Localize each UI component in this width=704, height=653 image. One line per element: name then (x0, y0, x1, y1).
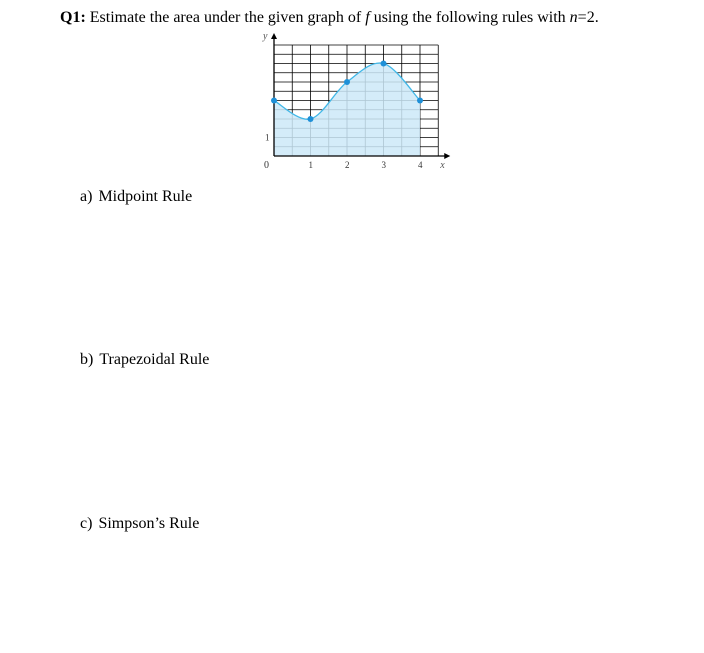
part-c-label: Simpson’s Rule (98, 515, 200, 532)
graph-svg (252, 31, 452, 182)
y-axis-arrow-icon (271, 33, 277, 39)
data-point (308, 116, 314, 122)
data-point (381, 61, 387, 67)
x-tick-label: 3 (381, 160, 386, 170)
x-axis-arrow-icon (444, 153, 450, 159)
part-b-letter: b) (80, 351, 94, 368)
data-point (271, 98, 277, 104)
part-b (80, 351, 209, 369)
question-text (60, 9, 599, 27)
origin-label: 0 (264, 160, 269, 171)
data-point (417, 98, 423, 104)
y-axis-label: y (263, 31, 268, 42)
question-text-before: Estimate the area under the given graph of (85, 9, 366, 26)
part-c-letter: c) (80, 515, 93, 532)
part-b-label: Trapezoidal Rule (99, 351, 210, 368)
part-c (80, 515, 199, 533)
function-name: f (365, 9, 370, 26)
question-number: Q1: (60, 9, 86, 26)
part-a-letter: a) (80, 188, 93, 205)
x-axis-label: x (440, 160, 445, 171)
part-a (80, 188, 192, 206)
n-value: =2. (577, 9, 599, 26)
data-point (344, 79, 350, 85)
x-tick-label: 4 (418, 160, 423, 170)
x-tick-labels (309, 160, 424, 170)
n-variable: n (569, 9, 578, 26)
part-a-label: Midpoint Rule (98, 188, 193, 205)
y-tick-label: 1 (265, 132, 270, 143)
x-tick-label: 2 (345, 160, 350, 170)
question-text-middle: using the following rules with (369, 9, 570, 26)
function-graph (252, 31, 452, 182)
x-tick-label: 1 (308, 160, 313, 170)
